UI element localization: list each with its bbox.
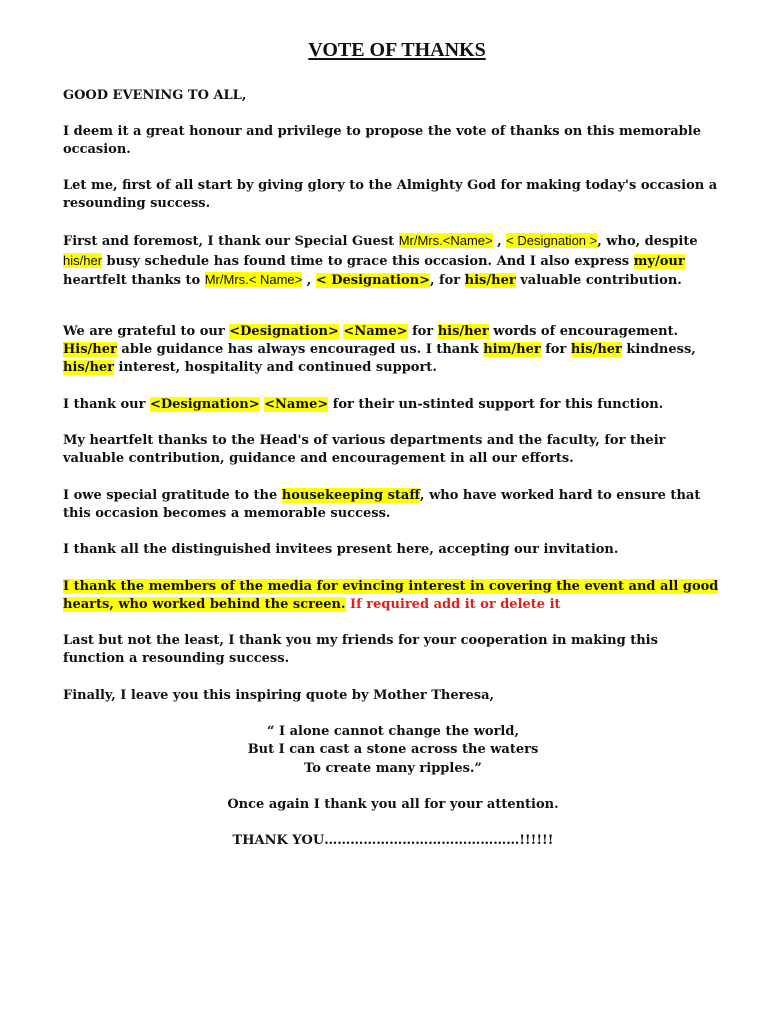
closing-line: Once again I thank you all for your attention. <box>227 797 559 812</box>
placeholder-his-her-2: his/her <box>464 273 516 288</box>
greeting: GOOD EVENING TO ALL, <box>63 88 247 103</box>
placeholder-his-her: his/her <box>63 360 115 375</box>
placeholder-guest-name: Mr/Mrs.<Name> <box>398 233 493 248</box>
placeholder-name: <Name> <box>343 324 408 339</box>
quote-line-1: “ I alone cannot change the world, <box>267 724 519 739</box>
placeholder-designation: <Designation> <box>149 397 260 412</box>
paragraph-support: I thank our <Designation> <Name> for their un-stinted support for this function. <box>63 397 664 412</box>
placeholder-his-her: His/her <box>63 342 117 357</box>
placeholder-his-her: his/her <box>63 252 103 268</box>
placeholder-him-her: him/her <box>483 342 541 357</box>
placeholder-guest-designation: < Designation > <box>506 233 598 248</box>
placeholder-my-our: my/our <box>633 253 685 269</box>
paragraph-friends: Last but not the least, I thank you my friends for your cooperation in making this function a resounding success. <box>63 633 658 666</box>
paragraph-glory: Let me, first of all start by giving glory to the Almighty God for making today's occasion a resounding success. <box>63 178 718 211</box>
editor-note: If required add it or delete it <box>350 597 561 612</box>
paragraph-quote-intro: Finally, I leave you this inspiring quote by Mother Theresa, <box>63 688 495 703</box>
paragraph-honour: I deem it a great honour and privilege to propose the vote of thanks on this memorable occasion. <box>63 124 701 157</box>
placeholder-name: <Name> <box>264 397 329 412</box>
placeholder-housekeeping-staff: housekeeping staff <box>281 488 421 503</box>
document-title: VOTE OF THANKS <box>308 39 486 61</box>
quote-line-3: To create many ripples.” <box>304 761 482 776</box>
paragraph-special-guest: First and foremost, I thank our Special Guest Mr/Mrs.<Name> , < Designation >, who, despite his/her busy schedule has found time to grace this occasion. And I also express my/our heartfelt thanks to Mr/Mrs.< Name> , < Designation>, for his/her valuable contribution. <box>63 233 698 288</box>
paragraph-media <box>63 578 723 614</box>
placeholder-designation: <Designation> <box>229 324 339 339</box>
paragraph-housekeeping: I owe special gratitude to the housekeeping staff, who have worked hard to ensure that this occasion becomes a memorable success. <box>63 488 701 521</box>
placeholder-his-her: his/her <box>437 324 489 339</box>
placeholder-his-her: his/her <box>570 342 622 357</box>
media-highlight: I thank the members of the media for evincing interest in covering the event and all good hearts, who worked behind the screen. <box>63 579 719 612</box>
placeholder-designation-2: < Designation> <box>315 273 430 288</box>
paragraph-invitees: I thank all the distinguished invitees present here, accepting our invitation. <box>63 542 619 557</box>
paragraph-grateful: We are grateful to our <Designation> <Name> for his/her words of encouragement. His/her able guidance has always encouraged us. I thank him/her for his/her kindness, his/her interest, hospitality and continued support. <box>63 324 696 375</box>
quote-line-2: But I can cast a stone across the waters <box>247 742 539 757</box>
thank-you-line: THANK YOU………………………………………!!!!!! <box>232 833 554 848</box>
placeholder-name-2: Mr/Mrs.< Name> <box>204 272 303 287</box>
paragraph-heads: My heartfelt thanks to the Head's of various departments and the faculty, for their valuable contribution, guidance and encouragement in all our efforts. <box>63 433 666 466</box>
